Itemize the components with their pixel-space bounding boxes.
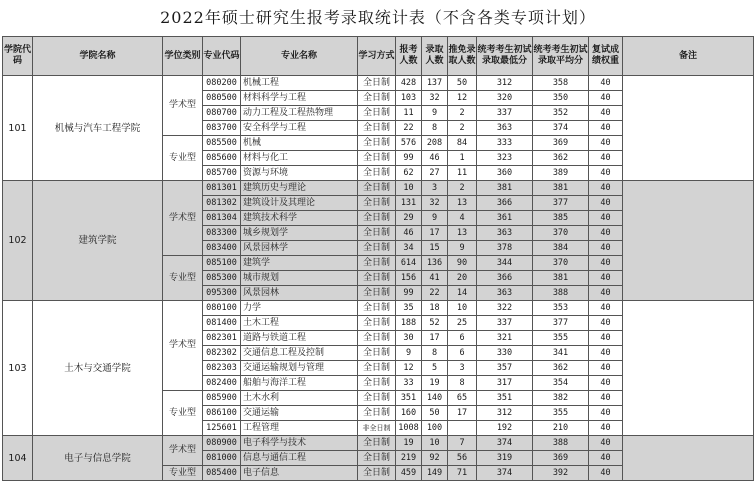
study-mode: 全日制 <box>358 241 396 256</box>
study-mode: 全日制 <box>358 406 396 421</box>
study-mode: 全日制 <box>358 271 396 286</box>
weight: 40 <box>589 331 623 346</box>
header-admitted: 录取人数 <box>422 37 448 76</box>
avg-score: 381 <box>533 271 589 286</box>
min-score: 321 <box>477 331 533 346</box>
min-score: 374 <box>477 466 533 481</box>
min-score: 361 <box>477 211 533 226</box>
study-mode: 全日制 <box>358 166 396 181</box>
header-college-name: 学院名称 <box>33 37 163 76</box>
exempt: 11 <box>448 166 477 181</box>
applicants: 11 <box>396 106 422 121</box>
applicants: 428 <box>396 76 422 91</box>
major-code: 082302 <box>203 346 241 361</box>
study-mode: 全日制 <box>358 121 396 136</box>
exempt: 50 <box>448 76 477 91</box>
exempt: 2 <box>448 121 477 136</box>
admitted: 50 <box>422 406 448 421</box>
avg-score: 341 <box>533 346 589 361</box>
admitted: 3 <box>422 181 448 196</box>
major-name: 交通信息工程及控制 <box>241 346 358 361</box>
admitted: 9 <box>422 211 448 226</box>
table-row <box>3 181 754 196</box>
exempt <box>448 421 477 436</box>
applicants: 9 <box>396 346 422 361</box>
min-score: 357 <box>477 361 533 376</box>
exempt: 25 <box>448 316 477 331</box>
applicants: 33 <box>396 376 422 391</box>
college-code: 103 <box>3 301 33 436</box>
weight: 40 <box>589 211 623 226</box>
admitted: 15 <box>422 241 448 256</box>
min-score: 320 <box>477 91 533 106</box>
admitted: 46 <box>422 151 448 166</box>
study-mode: 全日制 <box>358 346 396 361</box>
avg-score: 352 <box>533 106 589 121</box>
avg-score: 210 <box>533 421 589 436</box>
applicants: 614 <box>396 256 422 271</box>
min-score: 192 <box>477 421 533 436</box>
exempt: 9 <box>448 241 477 256</box>
major-code: 083400 <box>203 241 241 256</box>
applicants: 62 <box>396 166 422 181</box>
weight: 40 <box>589 151 623 166</box>
major-code: 080500 <box>203 91 241 106</box>
weight: 40 <box>589 406 623 421</box>
header-exempt: 推免录取人数 <box>448 37 477 76</box>
exempt: 14 <box>448 286 477 301</box>
avg-score: 362 <box>533 151 589 166</box>
header-study-mode: 学习方式 <box>358 37 396 76</box>
applicants: 34 <box>396 241 422 256</box>
study-mode: 全日制 <box>358 181 396 196</box>
major-code: 085300 <box>203 271 241 286</box>
applicants: 35 <box>396 301 422 316</box>
major-code: 081000 <box>203 451 241 466</box>
major-code: 081302 <box>203 196 241 211</box>
weight: 40 <box>589 451 623 466</box>
avg-score: 369 <box>533 451 589 466</box>
min-score: 317 <box>477 376 533 391</box>
min-score: 330 <box>477 346 533 361</box>
study-mode: 全日制 <box>358 376 396 391</box>
min-score: 344 <box>477 256 533 271</box>
applicants: 156 <box>396 271 422 286</box>
degree-type: 专业型 <box>163 256 203 301</box>
avg-score: 350 <box>533 91 589 106</box>
applicants: 131 <box>396 196 422 211</box>
study-mode: 全日制 <box>358 301 396 316</box>
applicants: 99 <box>396 286 422 301</box>
degree-type: 学术型 <box>163 76 203 136</box>
header-min-score: 统考考生初试录取最低分 <box>477 37 533 76</box>
major-name: 资源与环境 <box>241 166 358 181</box>
remarks <box>623 436 754 481</box>
major-name: 城市规划 <box>241 271 358 286</box>
major-name: 安全科学与工程 <box>241 121 358 136</box>
major-code: 082400 <box>203 376 241 391</box>
avg-score: 374 <box>533 121 589 136</box>
min-score: 378 <box>477 241 533 256</box>
exempt: 3 <box>448 361 477 376</box>
exempt: 1 <box>448 151 477 166</box>
avg-score: 369 <box>533 136 589 151</box>
avg-score: 358 <box>533 76 589 91</box>
major-name: 工程管理 <box>241 421 358 436</box>
weight: 40 <box>589 436 623 451</box>
major-code: 080100 <box>203 301 241 316</box>
header-remarks: 备注 <box>623 37 754 76</box>
weight: 40 <box>589 91 623 106</box>
min-score: 363 <box>477 121 533 136</box>
min-score: 337 <box>477 106 533 121</box>
degree-type: 专业型 <box>163 391 203 436</box>
weight: 40 <box>589 226 623 241</box>
major-code: 085400 <box>203 466 241 481</box>
major-name: 交通运输 <box>241 406 358 421</box>
exempt: 2 <box>448 106 477 121</box>
study-mode: 全日制 <box>358 226 396 241</box>
exempt: 71 <box>448 466 477 481</box>
min-score: 333 <box>477 136 533 151</box>
exempt: 13 <box>448 226 477 241</box>
admitted: 8 <box>422 121 448 136</box>
table-row <box>3 76 754 91</box>
degree-type: 专业型 <box>163 136 203 181</box>
study-mode: 全日制 <box>358 286 396 301</box>
exempt: 4 <box>448 211 477 226</box>
header-applicants: 报考人数 <box>396 37 422 76</box>
major-code: 081301 <box>203 181 241 196</box>
avg-score: 392 <box>533 466 589 481</box>
major-name: 船舶与海洋工程 <box>241 376 358 391</box>
avg-score: 370 <box>533 226 589 241</box>
avg-score: 355 <box>533 406 589 421</box>
min-score: 323 <box>477 151 533 166</box>
study-mode: 全日制 <box>358 391 396 406</box>
header-major-code: 专业代码 <box>203 37 241 76</box>
major-code: 083700 <box>203 121 241 136</box>
exempt: 17 <box>448 406 477 421</box>
weight: 40 <box>589 271 623 286</box>
avg-score: 388 <box>533 286 589 301</box>
weight: 40 <box>589 316 623 331</box>
weight: 40 <box>589 106 623 121</box>
applicants: 46 <box>396 226 422 241</box>
weight: 40 <box>589 361 623 376</box>
study-mode: 全日制 <box>358 151 396 166</box>
major-name: 土木水利 <box>241 391 358 406</box>
table-row <box>3 436 754 451</box>
study-mode: 全日制 <box>358 136 396 151</box>
major-code: 080700 <box>203 106 241 121</box>
avg-score: 370 <box>533 256 589 271</box>
admitted: 41 <box>422 271 448 286</box>
admitted: 22 <box>422 286 448 301</box>
avg-score: 377 <box>533 196 589 211</box>
applicants: 188 <box>396 316 422 331</box>
major-code: 095300 <box>203 286 241 301</box>
exempt: 2 <box>448 181 477 196</box>
major-name: 风景园林学 <box>241 241 358 256</box>
major-name: 电子信息 <box>241 466 358 481</box>
page-title: 2022年硕士研究生报考录取统计表（不含各类专项计划） <box>160 8 596 27</box>
admitted: 10 <box>422 436 448 451</box>
major-code: 086100 <box>203 406 241 421</box>
header-major-name: 专业名称 <box>241 37 358 76</box>
avg-score: 388 <box>533 436 589 451</box>
remarks <box>623 301 754 436</box>
exempt: 56 <box>448 451 477 466</box>
min-score: 374 <box>477 436 533 451</box>
degree-type: 学术型 <box>163 301 203 391</box>
major-code: 085600 <box>203 151 241 166</box>
admitted: 5 <box>422 361 448 376</box>
major-name: 动力工程及工程热物理 <box>241 106 358 121</box>
min-score: 366 <box>477 196 533 211</box>
applicants: 219 <box>396 451 422 466</box>
degree-type: 专业型 <box>163 466 203 481</box>
study-mode: 全日制 <box>358 196 396 211</box>
study-mode: 非全日制 <box>358 421 396 436</box>
major-code: 080200 <box>203 76 241 91</box>
applicants: 576 <box>396 136 422 151</box>
study-mode: 全日制 <box>358 361 396 376</box>
exempt: 65 <box>448 391 477 406</box>
weight: 40 <box>589 391 623 406</box>
admitted: 19 <box>422 376 448 391</box>
header-college-code: 学院代码 <box>3 37 33 76</box>
min-score: 322 <box>477 301 533 316</box>
exempt: 13 <box>448 196 477 211</box>
study-mode: 全日制 <box>358 256 396 271</box>
college-name: 电子与信息学院 <box>33 436 163 481</box>
study-mode: 全日制 <box>358 211 396 226</box>
remarks <box>623 181 754 301</box>
admitted: 17 <box>422 226 448 241</box>
admitted: 140 <box>422 391 448 406</box>
major-name: 建筑历史与理论 <box>241 181 358 196</box>
avg-score: 362 <box>533 361 589 376</box>
min-score: 337 <box>477 316 533 331</box>
admitted: 9 <box>422 106 448 121</box>
major-name: 信息与通信工程 <box>241 451 358 466</box>
admitted: 18 <box>422 301 448 316</box>
min-score: 363 <box>477 286 533 301</box>
major-name: 电子科学与技术 <box>241 436 358 451</box>
college-code: 102 <box>3 181 33 301</box>
admitted: 137 <box>422 76 448 91</box>
college-code: 101 <box>3 76 33 181</box>
min-score: 381 <box>477 181 533 196</box>
avg-score: 389 <box>533 166 589 181</box>
applicants: 19 <box>396 436 422 451</box>
major-code: 125601 <box>203 421 241 436</box>
exempt: 90 <box>448 256 477 271</box>
major-name: 建筑设计及其理论 <box>241 196 358 211</box>
college-name: 建筑学院 <box>33 181 163 301</box>
exempt: 6 <box>448 331 477 346</box>
weight: 40 <box>589 376 623 391</box>
exempt: 20 <box>448 271 477 286</box>
weight: 40 <box>589 76 623 91</box>
weight: 40 <box>589 181 623 196</box>
major-name: 风景园林 <box>241 286 358 301</box>
major-code: 082303 <box>203 361 241 376</box>
header-avg-score: 统考考生初试录取平均分 <box>533 37 589 76</box>
major-code: 081304 <box>203 211 241 226</box>
study-mode: 全日制 <box>358 331 396 346</box>
exempt: 7 <box>448 436 477 451</box>
study-mode: 全日制 <box>358 91 396 106</box>
avg-score: 353 <box>533 301 589 316</box>
major-code: 085100 <box>203 256 241 271</box>
applicants: 30 <box>396 331 422 346</box>
admitted: 92 <box>422 451 448 466</box>
study-mode: 全日制 <box>358 106 396 121</box>
study-mode: 全日制 <box>358 451 396 466</box>
major-code: 081400 <box>203 316 241 331</box>
college-name: 机械与汽车工程学院 <box>33 76 163 181</box>
major-code: 083300 <box>203 226 241 241</box>
header-row <box>3 37 754 76</box>
weight: 40 <box>589 466 623 481</box>
weight: 40 <box>589 196 623 211</box>
major-name: 道路与铁道工程 <box>241 331 358 346</box>
applicants: 29 <box>396 211 422 226</box>
min-score: 351 <box>477 391 533 406</box>
admitted: 149 <box>422 466 448 481</box>
college-code: 104 <box>3 436 33 481</box>
exempt: 10 <box>448 301 477 316</box>
exempt: 84 <box>448 136 477 151</box>
study-mode: 全日制 <box>358 76 396 91</box>
remarks <box>623 76 754 181</box>
admitted: 27 <box>422 166 448 181</box>
applicants: 12 <box>396 361 422 376</box>
weight: 40 <box>589 136 623 151</box>
weight: 40 <box>589 421 623 436</box>
applicants: 22 <box>396 121 422 136</box>
weight: 40 <box>589 301 623 316</box>
weight: 40 <box>589 346 623 361</box>
major-code: 085700 <box>203 166 241 181</box>
min-score: 360 <box>477 166 533 181</box>
avg-score: 381 <box>533 181 589 196</box>
avg-score: 355 <box>533 331 589 346</box>
exempt: 6 <box>448 346 477 361</box>
admitted: 8 <box>422 346 448 361</box>
degree-type: 学术型 <box>163 181 203 256</box>
admitted: 52 <box>422 316 448 331</box>
major-name: 材料科学与工程 <box>241 91 358 106</box>
exempt: 12 <box>448 91 477 106</box>
college-name: 土木与交通学院 <box>33 301 163 436</box>
major-name: 建筑学 <box>241 256 358 271</box>
study-mode: 全日制 <box>358 316 396 331</box>
study-mode: 全日制 <box>358 466 396 481</box>
avg-score: 354 <box>533 376 589 391</box>
major-name: 机械 <box>241 136 358 151</box>
exempt: 8 <box>448 376 477 391</box>
admission-table <box>2 36 754 481</box>
min-score: 319 <box>477 451 533 466</box>
applicants: 1008 <box>396 421 422 436</box>
weight: 40 <box>589 241 623 256</box>
weight: 40 <box>589 121 623 136</box>
applicants: 351 <box>396 391 422 406</box>
applicants: 10 <box>396 181 422 196</box>
avg-score: 382 <box>533 391 589 406</box>
min-score: 312 <box>477 76 533 91</box>
major-name: 建筑技术科学 <box>241 211 358 226</box>
table-row <box>3 301 754 316</box>
admitted: 32 <box>422 91 448 106</box>
major-name: 材料与化工 <box>241 151 358 166</box>
min-score: 312 <box>477 406 533 421</box>
admitted: 32 <box>422 196 448 211</box>
major-name: 交通运输规划与管理 <box>241 361 358 376</box>
major-code: 085900 <box>203 391 241 406</box>
header-weight: 复试成绩权重 <box>589 37 623 76</box>
major-name: 机械工程 <box>241 76 358 91</box>
major-name: 土木工程 <box>241 316 358 331</box>
degree-type: 学术型 <box>163 436 203 466</box>
min-score: 363 <box>477 226 533 241</box>
major-code: 082301 <box>203 331 241 346</box>
weight: 40 <box>589 286 623 301</box>
major-name: 城乡规划学 <box>241 226 358 241</box>
header-degree-type: 学位类别 <box>163 37 203 76</box>
avg-score: 385 <box>533 211 589 226</box>
weight: 40 <box>589 166 623 181</box>
major-code: 085500 <box>203 136 241 151</box>
admitted: 136 <box>422 256 448 271</box>
major-name: 力学 <box>241 301 358 316</box>
avg-score: 384 <box>533 241 589 256</box>
admitted: 208 <box>422 136 448 151</box>
major-code: 080900 <box>203 436 241 451</box>
admitted: 17 <box>422 331 448 346</box>
applicants: 459 <box>396 466 422 481</box>
weight: 40 <box>589 256 623 271</box>
admitted: 100 <box>422 421 448 436</box>
avg-score: 377 <box>533 316 589 331</box>
applicants: 99 <box>396 151 422 166</box>
min-score: 366 <box>477 271 533 286</box>
study-mode: 全日制 <box>358 436 396 451</box>
applicants: 160 <box>396 406 422 421</box>
applicants: 103 <box>396 91 422 106</box>
